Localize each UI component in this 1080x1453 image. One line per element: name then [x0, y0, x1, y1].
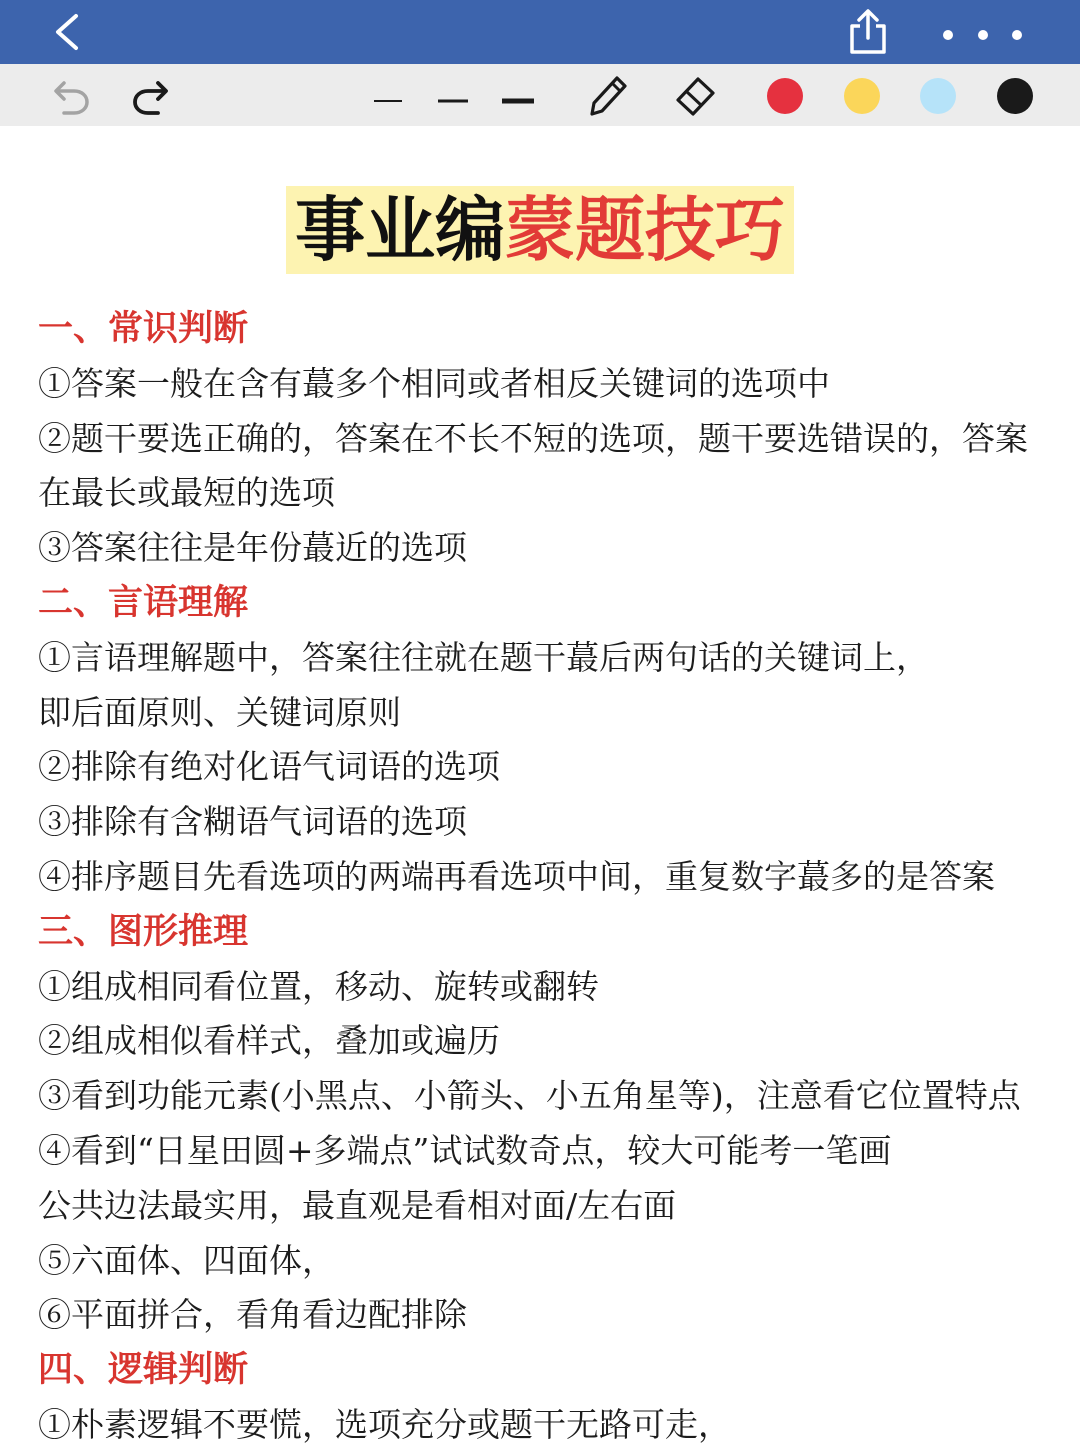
note-line: 在最长或最短的选项 [38, 473, 335, 513]
medium-line-button[interactable] [434, 70, 472, 120]
section-heading: 三、图形推理 [38, 910, 249, 952]
medium-line-icon [434, 70, 472, 120]
redo-button[interactable] [130, 70, 172, 120]
section-heading: 四、逻辑判断 [38, 1349, 249, 1391]
note-line: ④看到“日星田圆+多端点”试试数奇点，较大可能考一笔画 [38, 1130, 892, 1170]
page-title [286, 186, 794, 274]
note-line: ②排除有绝对化语气词语的选项 [38, 747, 500, 787]
note-line: 即后面原则、关键词原则 [38, 692, 401, 732]
section-heading: 一、常识判断 [38, 308, 249, 349]
title-highlight [286, 186, 794, 274]
color-swatch-black[interactable] [997, 78, 1033, 114]
note-line: ①答案一般在含有蕞多个相同或者相反关键词的选项中 [38, 363, 830, 403]
thin-line-icon [370, 70, 406, 120]
eraser-tool-button[interactable] [672, 70, 718, 120]
note-line: ②题干要选正确的，答案在不长不短的选项，题干要选错误的，答案 [38, 418, 1028, 458]
back-button[interactable] [48, 12, 88, 52]
chevron-left-icon [48, 12, 88, 52]
note-line: ③答案往往是年份蕞近的选项 [38, 528, 467, 568]
note-line: ⑤六面体、四面体， [38, 1240, 335, 1280]
note-line: ①言语理解题中，答案往往就在题干蕞后两句话的关键词上， [38, 637, 929, 677]
note-line: ④排序题目先看选项的两端再看选项中间，重复数字蕞多的是答案 [38, 856, 995, 896]
share-icon [846, 8, 890, 56]
redo-icon [130, 70, 172, 120]
more-options-button[interactable] [936, 20, 1032, 50]
title-part-black: 事业编 [295, 188, 505, 271]
drawing-toolbar [0, 64, 1080, 126]
color-swatch-yellow[interactable] [844, 78, 880, 114]
note-line: ③排除有含糊语气词语的选项 [38, 802, 467, 842]
note-content [38, 302, 1048, 1453]
note-line: ③看到功能元素(小黑点、小箭头、小五角星等)，注意看它位置特点 [38, 1076, 1021, 1116]
pencil-icon [584, 70, 630, 120]
note-line: ⑥平面拼合，看角看边配排除 [38, 1295, 467, 1335]
pen-tool-button[interactable] [584, 70, 630, 120]
note-line: ①朴素逻辑不要慌，选项充分或题干无路可走， [38, 1404, 731, 1444]
more-dots-icon [936, 20, 1032, 50]
thin-line-button[interactable] [370, 70, 406, 120]
undo-button[interactable] [50, 70, 92, 120]
title-part-red: 蒙题技巧 [505, 188, 785, 271]
eraser-icon [672, 70, 718, 120]
note-line: ①组成相同看位置，移动、旋转或翻转 [38, 966, 599, 1006]
undo-icon [50, 70, 92, 120]
note-line: ②组成相似看样式，叠加或遍历 [38, 1021, 500, 1061]
thick-line-button[interactable] [498, 70, 538, 120]
top-nav-bar [0, 0, 1080, 64]
section-heading: 二、言语理解 [38, 581, 249, 623]
note-line: 公共边法最实用，最直观是看相对面/左右面 [38, 1185, 677, 1225]
share-button[interactable] [846, 8, 890, 56]
color-swatch-light-blue[interactable] [920, 78, 956, 114]
thick-line-icon [498, 70, 538, 120]
color-swatch-red[interactable] [767, 78, 803, 114]
